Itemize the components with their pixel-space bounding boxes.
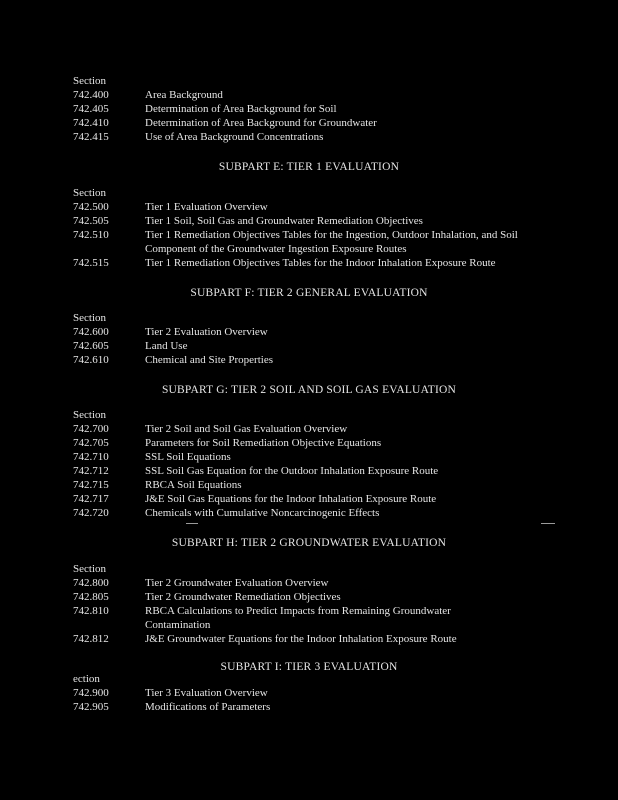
toc-row [0, 228, 618, 256]
section-title: Tier 2 Groundwater Remediation Objectives [145, 591, 341, 603]
section-number: 742.900 [73, 687, 109, 699]
section-number: 742.405 [73, 103, 109, 115]
toc-row [0, 88, 618, 102]
subpart-heading: SUBPART H: TIER 2 GROUNDWATER EVALUATION [171, 537, 447, 549]
toc-row [0, 214, 618, 228]
section-number: 742.710 [73, 451, 109, 463]
subpart-heading: SUBPART E: TIER 1 EVALUATION [218, 161, 400, 173]
section-group-area-background [0, 74, 618, 144]
section-title: Land Use [145, 340, 188, 352]
section-number: 742.500 [73, 201, 109, 213]
toc-row [0, 632, 618, 646]
section-title: Tier 2 Evaluation Overview [145, 326, 268, 338]
section-label: Section [73, 312, 106, 324]
toc-row [0, 478, 618, 492]
section-title: Tier 1 Remediation Objectives Tables for the Indoor Inhalation Exposure Route [145, 257, 496, 269]
section-number: 742.812 [73, 633, 109, 645]
section-number: 742.810 [73, 605, 109, 617]
section-group-subpart-g [0, 408, 618, 520]
toc-row [0, 686, 618, 700]
toc-row [0, 422, 618, 436]
section-label: Section [73, 187, 106, 199]
section-label: Section [73, 75, 106, 87]
section-title: RBCA Calculations to Predict Impacts from Remaining Groundwater Contamination [145, 605, 451, 631]
toc-row [0, 102, 618, 116]
toc-row [0, 700, 618, 714]
section-title: Use of Area Background Concentrations [145, 131, 324, 143]
section-group-subpart-h [0, 562, 618, 646]
toc-row [0, 325, 618, 339]
toc-row [0, 339, 618, 353]
section-label: Section [73, 409, 106, 421]
section-title: SSL Soil Gas Equation for the Outdoor Inhalation Exposure Route [145, 465, 439, 477]
section-number: 742.515 [73, 257, 109, 269]
section-label: Section [73, 563, 106, 575]
section-title: J&E Soil Gas Equations for the Indoor Inhalation Exposure Route [145, 493, 437, 505]
section-title: Tier 1 Evaluation Overview [145, 201, 268, 213]
section-number: 742.415 [73, 131, 109, 143]
section-number: 742.510 [73, 229, 109, 241]
section-group-subpart-f [0, 311, 618, 367]
section-number: 742.805 [73, 591, 109, 603]
toc-row [0, 200, 618, 214]
toc-row [0, 256, 618, 270]
section-title: Determination of Area Background for Groundwater [145, 117, 377, 129]
section-title: Area Background [145, 89, 223, 101]
section-title: Tier 3 Evaluation Overview [145, 687, 268, 699]
scan-mark [186, 523, 198, 524]
section-title: Chemical and Site Properties [145, 354, 273, 366]
subpart-heading: SUBPART I: TIER 3 EVALUATION [220, 661, 398, 673]
section-number: 742.715 [73, 479, 109, 491]
section-number: 742.400 [73, 89, 109, 101]
toc-row [0, 576, 618, 590]
toc-row [0, 492, 618, 506]
section-title: Determination of Area Background for Soil [145, 103, 337, 115]
toc-row [0, 590, 618, 604]
section-title: Tier 2 Soil and Soil Gas Evaluation Overview [145, 423, 348, 435]
section-number: 742.505 [73, 215, 109, 227]
section-title: SSL Soil Equations [145, 451, 231, 463]
section-label: ection [73, 673, 100, 685]
section-group-subpart-e [0, 186, 618, 270]
toc-row [0, 353, 618, 367]
subpart-heading: SUBPART G: TIER 2 SOIL AND SOIL GAS EVALUATION [161, 384, 457, 396]
scan-mark [541, 523, 555, 524]
section-number: 742.605 [73, 340, 109, 352]
toc-row [0, 464, 618, 478]
section-number: 742.700 [73, 423, 109, 435]
toc-row [0, 604, 618, 632]
section-number: 742.720 [73, 507, 109, 519]
toc-row [0, 436, 618, 450]
section-title: Parameters for Soil Remediation Objective Equations [145, 437, 382, 449]
toc-row [0, 450, 618, 464]
section-title: Chemicals with Cumulative Noncarcinogenic Effects [145, 507, 380, 519]
section-number: 742.800 [73, 577, 109, 589]
section-number: 742.712 [73, 465, 109, 477]
section-group-subpart-i [0, 672, 618, 714]
toc-row [0, 116, 618, 130]
section-number: 742.610 [73, 354, 109, 366]
section-title: Tier 1 Remediation Objectives Tables for the Ingestion, Outdoor Inhalation, and Soil Component of the Groundwater Ingestion Exposure Routes [145, 229, 518, 255]
toc-row [0, 130, 618, 144]
section-title: RBCA Soil Equations [145, 479, 242, 491]
section-number: 742.705 [73, 437, 109, 449]
section-number: 742.410 [73, 117, 109, 129]
toc-row [0, 506, 618, 520]
section-number: 742.905 [73, 701, 109, 713]
section-number: 742.717 [73, 493, 109, 505]
section-title: Tier 2 Groundwater Evaluation Overview [145, 577, 329, 589]
section-title: Modifications of Parameters [145, 701, 271, 713]
section-number: 742.600 [73, 326, 109, 338]
subpart-heading: SUBPART F: TIER 2 GENERAL EVALUATION [190, 287, 428, 299]
section-title: J&E Groundwater Equations for the Indoor Inhalation Exposure Route [145, 633, 457, 645]
section-title: Tier 1 Soil, Soil Gas and Groundwater Remediation Objectives [145, 215, 423, 227]
